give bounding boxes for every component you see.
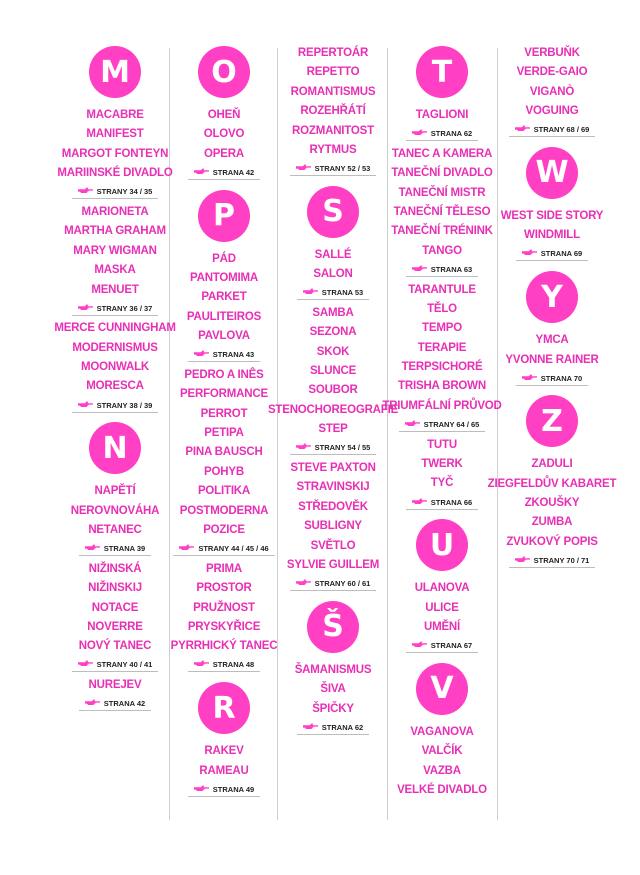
pointing-hand-icon [78, 401, 97, 410]
index-term: ZIEGFELDŮV KABARET [487, 477, 617, 490]
page-reference-text: STRANA 39 [103, 544, 146, 554]
page-reference-line [72, 304, 159, 316]
index-term: SALON [313, 268, 353, 281]
pointing-hand-icon [78, 187, 97, 196]
index-term: OHEŇ [207, 109, 241, 121]
index-term: TANGO [422, 244, 462, 257]
page-reference-text: STRANA 62 [321, 722, 364, 732]
page-reference [516, 370, 588, 389]
pointing-hand-icon [412, 498, 431, 507]
index-column-1 [54, 40, 176, 715]
index-term: WEST SIDE STORY [500, 209, 604, 222]
index-term: ZUMBA [531, 516, 573, 529]
pointing-hand-icon [303, 723, 322, 732]
pointing-hand-icon [194, 660, 213, 669]
index-term: YMCA [535, 334, 569, 347]
page-reference-text: STRANY 64 / 65 [423, 419, 480, 429]
index-term: TUTU [427, 438, 457, 451]
page-reference-text: STRANA 69 [540, 249, 583, 259]
page-reference-line [79, 699, 151, 711]
index-term: MANIFEST [86, 128, 144, 141]
index-column-3 [267, 40, 399, 738]
index-term: MORESCA [86, 380, 144, 393]
page-reference [72, 300, 159, 319]
page-reference-line [173, 544, 274, 556]
index-term: TANEČNÍ TĚLESO [393, 205, 491, 218]
pointing-hand-icon [412, 265, 431, 274]
page-reference [290, 160, 377, 179]
page-reference-text: STRANY 68 / 69 [533, 125, 590, 135]
page-reference-line [290, 164, 377, 176]
index-term: PRIMA [205, 562, 243, 575]
page-reference-text: STRANA 67 [430, 641, 473, 651]
index-term: ROZMANITOST [292, 124, 374, 137]
index-term: REPETTO [306, 66, 360, 79]
page-reference-line [290, 443, 377, 455]
index-term: WINDMILL [524, 229, 580, 242]
page-reference-text: STRANY 54 / 55 [314, 443, 371, 453]
index-term: STENOCHOREOGRAFIE [267, 403, 399, 416]
index-term: PERFORMANCE [180, 388, 268, 401]
page-reference-text: STRANY 34 / 35 [96, 187, 153, 197]
page-reference-line [72, 660, 159, 672]
pointing-hand-icon [522, 374, 541, 383]
page-reference-line [297, 723, 369, 735]
page-reference-line [406, 641, 478, 653]
index-term: OPERA [204, 147, 244, 160]
page-reference-text: STRANA 66 [430, 497, 473, 507]
letter-badge: W [526, 147, 578, 199]
index-term: PRUŽNOST [193, 601, 255, 614]
letter-badge: N [89, 422, 141, 474]
index-term: PINA BAUSCH [185, 446, 263, 459]
page-reference-line [188, 350, 260, 362]
index-term: SLUNCE [309, 365, 357, 378]
index-term: TRISHA BROWN [398, 380, 486, 393]
index-term: MENUET [91, 283, 139, 296]
page-reference-text: STRANY 52 / 53 [314, 164, 371, 174]
index-term: VAGANOVA [410, 725, 474, 738]
page-reference [290, 440, 377, 459]
page-reference [79, 540, 151, 559]
index-term: MARTHA GRAHAM [64, 225, 166, 238]
page-reference [406, 261, 478, 280]
page-reference [188, 781, 260, 800]
page-reference-text: STRANA 48 [212, 660, 255, 670]
index-term: VAZBA [423, 764, 461, 777]
index-term: NOVÝ TANEC [78, 640, 152, 653]
page-reference [406, 125, 478, 144]
page-reference-text: STRANA 53 [321, 288, 364, 298]
index-term: OLOVO [203, 128, 245, 141]
page-reference-line [188, 785, 260, 797]
page-reference-text: STRANA 42 [103, 699, 146, 709]
index-term: TAGLIONI [415, 109, 469, 121]
pointing-hand-icon [412, 641, 431, 650]
index-term: NAPĚTÍ [94, 485, 136, 498]
index-term: MARGOT FONTEYN [61, 147, 169, 160]
page-reference [188, 164, 260, 183]
index-term: NOTACE [91, 601, 139, 614]
pointing-hand-icon [296, 443, 315, 452]
page-reference-line [406, 129, 478, 141]
index-term: PARKET [201, 291, 247, 304]
index-term: MASKA [94, 264, 136, 277]
index-term: VERBUŇK [524, 47, 580, 59]
page-reference [173, 540, 274, 559]
page-reference-line [516, 249, 588, 261]
page-reference [188, 347, 260, 366]
pointing-hand-icon [179, 544, 198, 553]
index-term: TANEČNÍ DIVADLO [391, 167, 493, 180]
index-term: SUBLIGNY [304, 520, 362, 533]
page-reference [297, 719, 369, 738]
index-term: VERDE-GAIO [516, 66, 588, 79]
index-term: ZVUKOVÝ POPIS [506, 535, 598, 548]
index-term: ZKOUŠKY [524, 497, 580, 510]
pointing-hand-icon [78, 660, 97, 669]
pointing-hand-icon [522, 249, 541, 258]
pointing-hand-icon [194, 785, 213, 794]
letter-badge: Š [307, 601, 359, 653]
index-term: MARIINSKÉ DIVADLO [57, 167, 173, 180]
index-term: ŠIVA [320, 683, 346, 696]
page-reference-line [406, 498, 478, 510]
page-reference-text: STRANY 60 / 61 [314, 579, 371, 589]
pointing-hand-icon [194, 168, 213, 177]
letter-badge: O [198, 46, 250, 98]
index-term: PÁD [212, 252, 236, 265]
index-term: TEMPO [422, 322, 462, 335]
index-term: PRYSKYŘICE [187, 620, 261, 633]
index-term: ULICE [425, 601, 459, 614]
index-term: POHYB [204, 465, 244, 478]
page-reference-line [188, 168, 260, 180]
page-reference-text: STRANA 62 [430, 129, 473, 139]
index-term: PERROT [200, 407, 248, 420]
index-term: MOONWALK [80, 361, 150, 374]
pointing-hand-icon [296, 164, 315, 173]
index-term: MARY WIGMAN [73, 244, 157, 257]
index-term: UMĚNÍ [423, 620, 461, 633]
letter-badge: U [416, 519, 468, 571]
page-reference-text: STRANA 63 [430, 264, 473, 274]
index-term: VELKÉ DIVADLO [397, 783, 487, 796]
index-term: POZICE [203, 524, 245, 537]
index-term: NIŽINSKÁ [88, 562, 142, 575]
page-reference [406, 637, 478, 656]
letter-badge: M [89, 46, 141, 98]
index-term: SEZONA [309, 326, 357, 339]
index-term: MERCE CUNNINGHAM [54, 322, 176, 335]
index-term: TRIUMFÁLNÍ PRŮVOD [382, 399, 502, 412]
index-term: NETANEC [88, 524, 142, 537]
page-reference-text: STRANA 49 [212, 784, 255, 794]
letter-badge: V [416, 663, 468, 715]
letter-badge: Y [526, 271, 578, 323]
page-reference [72, 657, 159, 676]
page-reference-line [290, 579, 377, 591]
page-reference [406, 494, 478, 513]
page-reference-text: STRANY 38 / 39 [96, 400, 153, 410]
index-term: STEP [318, 423, 348, 436]
index-term: VIGANÒ [529, 85, 575, 98]
pointing-hand-icon [78, 304, 97, 313]
letter-badge: Z [526, 395, 578, 447]
index-term: MACABRE [86, 109, 144, 121]
index-column-2 [169, 40, 279, 800]
pointing-hand-icon [296, 579, 315, 588]
index-term: PANTOMIMA [189, 271, 259, 284]
index-term: PYRRHICKÝ TANEC [170, 640, 278, 653]
index-term: VOGUING [525, 105, 579, 118]
index-term: TĚLO [427, 302, 457, 315]
page-reference-text: STRANY 36 / 37 [96, 303, 153, 313]
index-column-5 [487, 40, 617, 572]
index-term: MODERNISMUS [72, 341, 158, 354]
index-term: TARANTULE [408, 283, 476, 296]
index-term: ROZEHŘÁTÍ [300, 105, 366, 118]
letter-badge: R [198, 682, 250, 734]
index-term: ZADULI [531, 458, 573, 471]
index-term: NIŽINSKIJ [88, 582, 142, 595]
index-term: SYLVIE GUILLEM [286, 558, 380, 571]
page-reference [509, 122, 596, 141]
pointing-hand-icon [303, 288, 322, 297]
letter-badge: T [416, 46, 468, 98]
letter-badge: P [198, 190, 250, 242]
index-term: SKOK [316, 345, 350, 358]
page-reference-line [516, 374, 588, 386]
index-term: TANEČNÍ TRÉNINK [391, 225, 493, 238]
index-term: NEROVNOVÁHA [70, 504, 160, 517]
page-reference-text: STRANA 42 [212, 167, 255, 177]
index-term: TERAPIE [417, 341, 467, 354]
page-reference [72, 184, 159, 203]
index-term: STŘEDOVĚK [298, 500, 368, 513]
index-term: TANEC A KAMERA [391, 147, 493, 160]
index-term: SOUBOR [308, 384, 358, 397]
pointing-hand-icon [85, 699, 104, 708]
page-reference [509, 552, 596, 571]
index-term: PAVLOVA [198, 330, 250, 343]
page-reference-line [399, 420, 486, 432]
index-term: STRAVINSKIJ [296, 481, 370, 494]
index-term: PETIPA [204, 427, 244, 440]
pointing-hand-icon [85, 544, 104, 553]
page-reference-text: STRANA 43 [212, 350, 255, 360]
letter-badge: S [307, 186, 359, 238]
index-term: SAMBA [312, 306, 354, 319]
pointing-hand-icon [515, 556, 534, 565]
page-reference-line [72, 401, 159, 413]
page-reference-text: STRANY 40 / 41 [96, 660, 153, 670]
index-term: POLITIKA [197, 485, 251, 498]
index-term: PROSTOR [196, 582, 252, 595]
index-term: PAULITEIROS [186, 310, 262, 323]
page-reference [297, 285, 369, 304]
page-reference [399, 416, 486, 435]
index-term: NOVERRE [87, 620, 143, 633]
index-term: ULANOVA [414, 582, 470, 595]
pointing-hand-icon [515, 125, 534, 134]
pointing-hand-icon [405, 420, 424, 429]
page-reference-text: STRANA 70 [540, 373, 583, 383]
index-term: PEDRO A INÊS [184, 368, 264, 381]
index-term: NUREJEV [88, 679, 142, 692]
page-reference-line [406, 265, 478, 277]
index-term: RYTMUS [309, 143, 357, 156]
index-term: TYČ [430, 477, 454, 490]
index-term: VALČÍK [421, 745, 463, 758]
index-term: RAMEAU [199, 764, 249, 777]
page-reference-line [297, 288, 369, 300]
page-reference [290, 575, 377, 594]
index-term: TANEČNÍ MISTR [398, 186, 486, 199]
page-reference [72, 397, 159, 416]
index-column-4 [382, 40, 502, 800]
index-term: STEVE PAXTON [290, 462, 376, 475]
page-reference [79, 696, 151, 715]
page-reference-line [188, 660, 260, 672]
index-term: POSTMODERNA [179, 504, 269, 517]
index-term: ROMANTISMUS [290, 85, 376, 98]
index-term: SALLÉ [314, 248, 352, 261]
index-term: SVĚTLO [310, 539, 356, 552]
page-reference [516, 246, 588, 265]
index-term: ŠAMANISMUS [294, 663, 372, 676]
pointing-hand-icon [194, 350, 213, 359]
page-reference-text: STRANY 44 / 45 / 46 [198, 544, 269, 554]
page-reference-line [79, 544, 151, 556]
page-reference [188, 657, 260, 676]
page-reference-line [509, 556, 596, 568]
index-term: MARIONETA [81, 205, 149, 218]
index-term: YVONNE RAINER [505, 353, 599, 366]
index-term: TWERK [421, 458, 463, 471]
page-reference-line [72, 187, 159, 199]
index-term: RAKEV [204, 745, 244, 758]
index-term: REPERTOÁR [297, 47, 369, 59]
pointing-hand-icon [412, 129, 431, 138]
index-term: TERPSICHORÉ [401, 361, 483, 374]
page-reference-line [509, 125, 596, 137]
page-reference-text: STRANY 70 / 71 [533, 555, 590, 565]
index-term: ŠPIČKY [312, 702, 354, 715]
